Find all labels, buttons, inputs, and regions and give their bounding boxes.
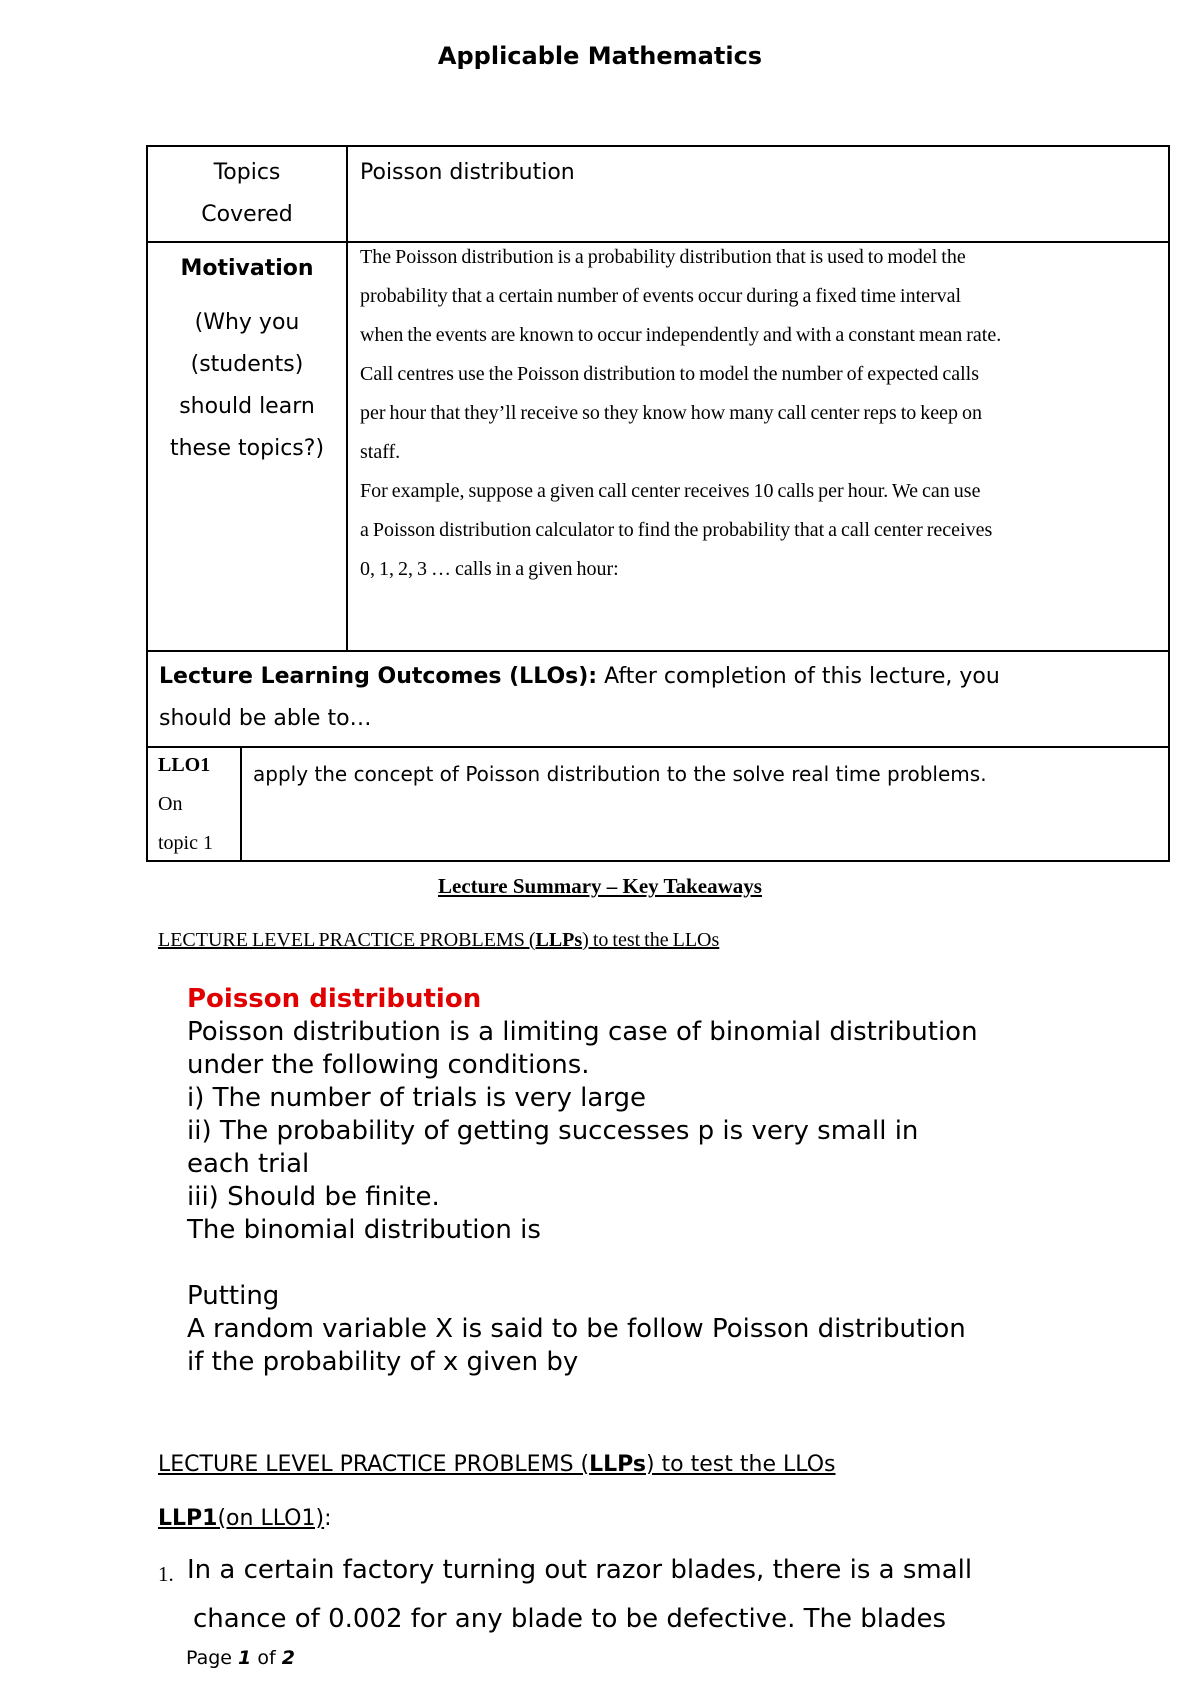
llp1-label: LLP1(on LLO1): <box>158 1506 332 1531</box>
table-row-divider <box>146 746 1170 748</box>
problem-line-1: In a certain factory turning out razor blades, there is a small <box>187 1555 973 1585</box>
table-row-divider <box>146 650 1170 652</box>
llp-line: LECTURE LEVEL PRACTICE PROBLEMS (LLPs) to test the LLOs <box>158 929 720 951</box>
llo-heading: Lecture Learning Outcomes (LLOs): After completion of this lecture, you should be able to… <box>159 664 1000 731</box>
lecture-summary-heading: Lecture Summary – Key Takeaways <box>438 874 762 898</box>
llo1-label: LLO1 On topic 1 <box>158 754 213 854</box>
page-number: Page 1 of 2 <box>186 1647 295 1669</box>
topics-covered-label: Topics Covered <box>201 160 293 227</box>
table-column-divider <box>346 145 348 651</box>
problem-line-2: chance of 0.002 for any blade to be defective. The blades <box>193 1604 946 1634</box>
topics-covered-value: Poisson distribution <box>360 160 575 185</box>
practice-heading: LECTURE LEVEL PRACTICE PROBLEMS (LLPs) to test the LLOs <box>158 1452 836 1477</box>
motivation-label: Motivation (Why you (students) should learn these topics?) <box>169 256 325 461</box>
poisson-heading: Poisson distribution <box>187 984 482 1014</box>
document-title: Applicable Mathematics <box>437 42 763 70</box>
problem-number: 1. <box>158 1562 174 1586</box>
table-column-divider <box>240 746 242 862</box>
llo1-text: apply the concept of Poisson distribution to the solve real time problems. <box>253 762 987 786</box>
motivation-text: The Poisson distribution is a probability distribution that is used to model the probability that a certain number of events occur during a fixed time interval when the events are known to occur independently and with a constant mean rate. Call centres use the Poisson distribution to model the number of expected calls per hour that they’ll receive so they know how many call center reps to keep on staff. For example, suppose a given call center receives 10 calls per hour. We can use a Poisson distribution calculator to find the probability that a call center receives 0, 1, 2, 3 … calls in a given hour: <box>360 246 1002 580</box>
poisson-section: Poisson distribution Poisson distribution is a limiting case of binomial distribution under the following conditions. i) The number of trials is very large ii) The probability of getting successes p is very small in each trial iii) Should be finite. The binomial distribution is Putting A random variable X is said to be follow Poisson distribution if the probability of x given by <box>187 983 1107 1379</box>
